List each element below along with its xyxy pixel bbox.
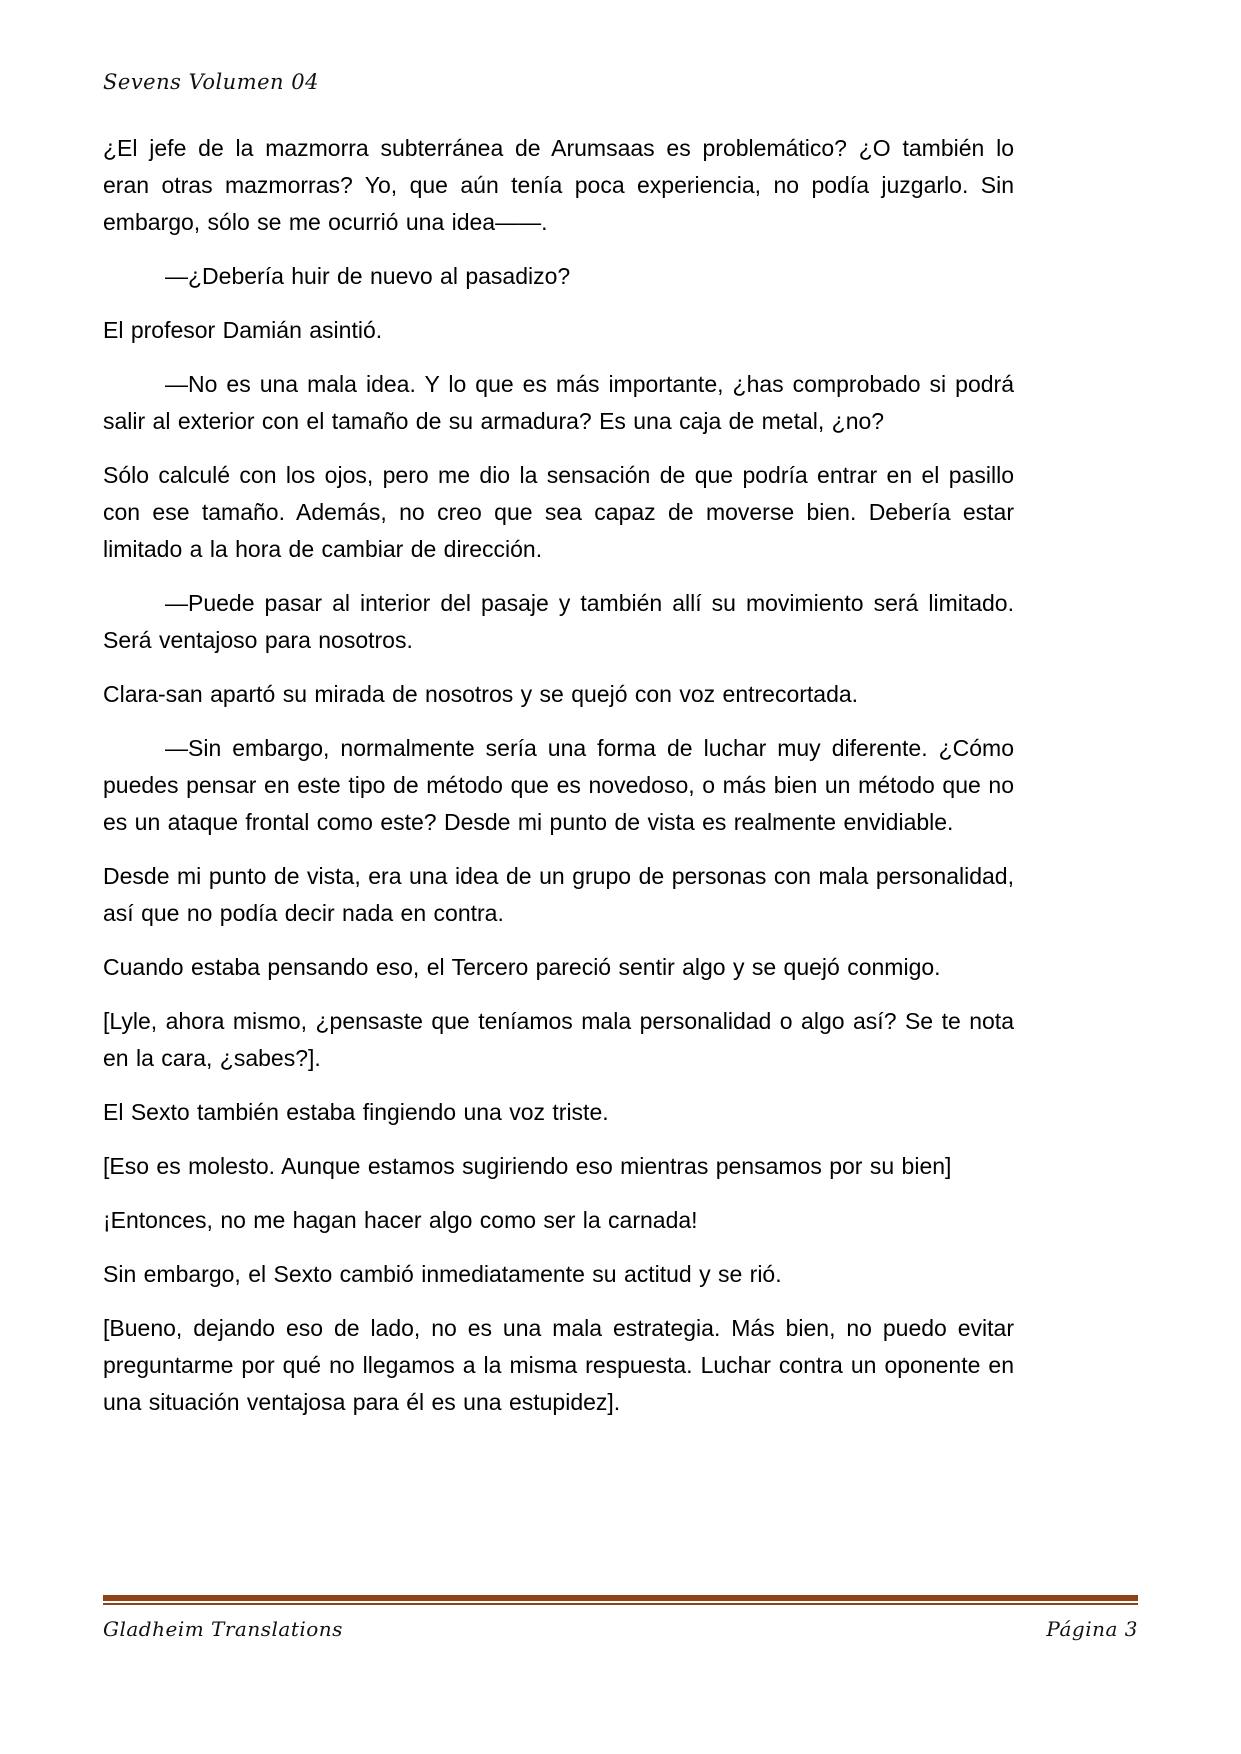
paragraph: [Bueno, dejando eso de lado, no es una mala estrategia. Más bien, no puedo evitar preguntarme por qué no llegamos a la misma respuesta. Luchar contra un oponente en una situación ventajosa para él es una estupidez]. [103, 1315, 1014, 1415]
paragraph: [Lyle, ahora mismo, ¿pensaste que teníamos mala personalidad o algo así? Se te nota en la cara, ¿sabes?]. [103, 1008, 1014, 1071]
page-footer [103, 1595, 1138, 1641]
paragraph: Desde mi punto de vista, era una idea de un grupo de personas con mala personalidad, así que no podía decir nada en contra. [103, 863, 1014, 926]
paragraph: ¿El jefe de la mazmorra subterránea de Arumsaas es problemático? ¿O también lo eran otras mazmorras? Yo, que aún tenía poca experiencia, no podía juzgarlo. Sin embargo, sólo se me ocurrió una idea——. [103, 135, 1014, 235]
document-body [103, 130, 1014, 1438]
paragraph: ¡Entonces, no me hagan hacer algo como ser la carnada! [103, 1207, 698, 1233]
paragraph: —Sin embargo, normalmente sería una forma de luchar muy diferente. ¿Cómo puedes pensar en este tipo de método que es novedoso, o más bien un método que no es un ataque frontal como este? Desde mi punto de vista es realmente envidiable. [103, 735, 1014, 835]
paragraph: [Eso es molesto. Aunque estamos sugiriendo eso mientras pensamos por su bien] [103, 1153, 952, 1179]
paragraph: —No es una mala idea. Y lo que es más importante, ¿has comprobado si podrá salir al exterior con el tamaño de su armadura? Es una caja de metal, ¿no? [103, 371, 1014, 434]
header-title: Sevens Volumen 04 [103, 70, 319, 94]
paragraph: Clara-san apartó su mirada de nosotros y se quejó con voz entrecortada. [103, 681, 859, 707]
paragraph: Sin embargo, el Sexto cambió inmediatamente su actitud y se rió. [103, 1261, 782, 1287]
footer-row [103, 1617, 1138, 1641]
page-header [103, 70, 1014, 94]
paragraph: El profesor Damián asintió. [103, 317, 383, 343]
footer-translator-credit: Gladheim Translations [103, 1617, 343, 1641]
footer-page-number: Página 3 [1046, 1617, 1138, 1641]
paragraph: El Sexto también estaba fingiendo una voz triste. [103, 1099, 609, 1125]
paragraph: Sólo calculé con los ojos, pero me dio la sensación de que podría entrar en el pasillo con ese tamaño. Además, no creo que sea capaz de moverse bien. Debería estar limitado a la hora de cambiar de dirección. [103, 462, 1014, 562]
paragraph: —Puede pasar al interior del pasaje y también allí su movimiento será limitado. Será ventajoso para nosotros. [103, 590, 1014, 653]
paragraph: —¿Debería huir de nuevo al pasadizo? [165, 263, 571, 289]
paragraph: Cuando estaba pensando eso, el Tercero pareció sentir algo y se quejó conmigo. [103, 954, 941, 980]
footer-rule [103, 1595, 1138, 1605]
